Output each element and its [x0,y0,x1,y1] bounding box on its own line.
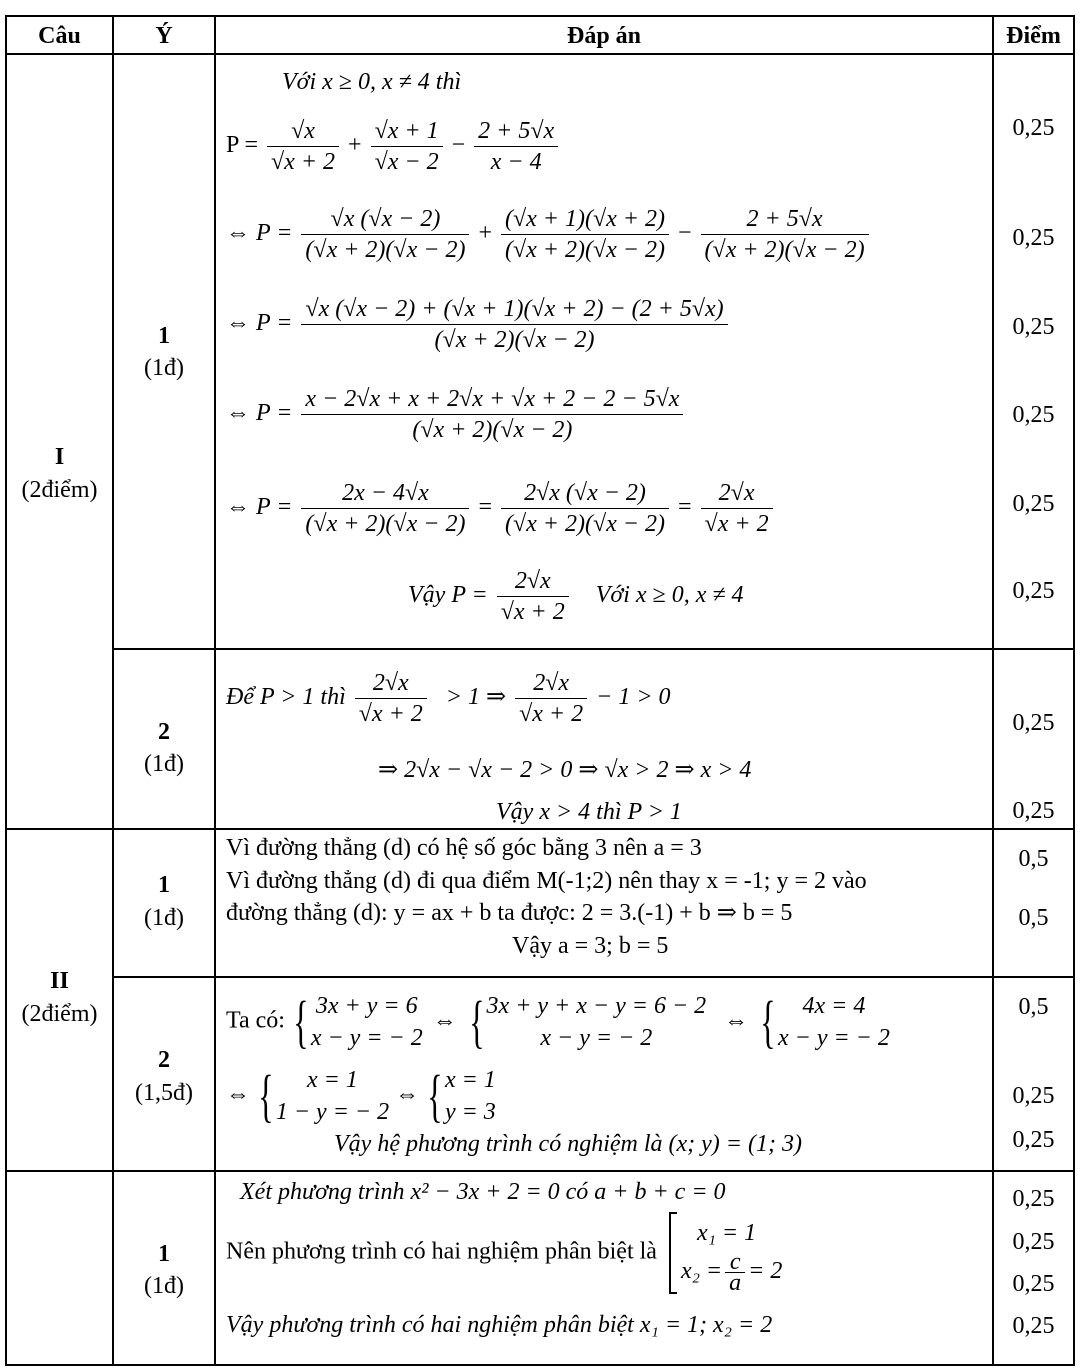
text-line: đường thẳng (d): y = ax + b ta được: 2 = 3.(-1) + b ⇒ b = 5 [226,900,793,926]
score: 0,25 [1012,1186,1055,1212]
fraction: $\frac{c}{a}$ [725,1252,745,1293]
part-points: (1đ) [144,751,184,777]
score: 0,25 [1012,402,1055,428]
fraction: $\frac{2√x}{√x + 2}$ [497,566,569,627]
row-divider [5,1170,1075,1172]
text-line: Xét phương trình x² − 3x + 2 = 0 có a + b + c = 0 [240,1179,726,1205]
score: 0,25 [1012,314,1055,340]
score: 0,5 [1018,905,1049,931]
score: 0,5 [1018,846,1049,872]
score: 0,25 [1012,1083,1055,1109]
score: 0,25 [1012,491,1055,517]
equation-line: ⇔ P = $\frac{√x (√x - 2) + (√x + 1)(√x + 2) - (2 + 5√x)}{(√x + 2)(√x - 2)}$ [226,294,731,355]
row-divider [112,648,1075,650]
score: 0,25 [1012,578,1055,604]
equation-line: P = $\frac{√x}{√x + 2}$ + $\frac{√x + 1}{√x - 2}$ − $\frac{2 + 5√x}{x - 4}$ [226,116,561,177]
score: 0,25 [1012,225,1055,251]
score: 0,25 [1012,798,1055,824]
header-dap-an: Đáp án [566,23,642,49]
table-border-right [1073,15,1075,1366]
part-label: 2 [158,719,170,745]
score: 0,25 [1012,115,1055,141]
equation-line: ⇔ P = $\frac{x - 2√x + x + 2√x + √x + 2 - 2 - 5√x}{(√x + 2)(√x - 2)}$ [226,384,686,445]
conclusion-line: Vậy x > 4 thì P > 1 [496,799,682,825]
fraction: $\frac{√x}{√x + 2}$ [267,116,339,177]
part-label: 1 [158,323,170,349]
conclusion-line: Vậy hệ phương trình có nghiệm là (x; y) = (1; 3) [334,1131,802,1157]
equation-line: ⇔ P = $\frac{2x - 4√x}{(√x + 2)(√x - 2)}$ = $\frac{2√x (√x - 2)}{(√x + 2)(√x - 2)}$ = $\frac{2√x}{√x + 2}$ [226,478,776,539]
score: 0,25 [1012,1313,1055,1339]
header-diem: Điểm [1006,23,1061,49]
conclusion-line: Vậy phương trình có hai nghiệm phân biệt x₁ = 1; x₂ = 2 [226,1312,773,1338]
text-line: Vì đường thẳng (d) đi qua điểm M(-1;2) nên thay x = -1; y = 2 vào [226,868,867,894]
table-border-bottom [5,1364,1075,1366]
part-points: (1đ) [144,1273,184,1299]
row-divider [5,828,1075,830]
section-label: II [50,968,69,994]
system-line: Ta có: { 3x + y = 6 x − y = − 2 ⇔ { 3x + y + x − y = 6 − 2 x − y = − 2 ⇔ { 4x = 4 x − y = − 2 [226,989,890,1054]
column-divider [214,15,216,1366]
score: 0,25 [1012,1271,1055,1297]
fraction: $\frac{2√x (√x - 2)}{(√x + 2)(√x - 2)}$ [501,478,669,539]
conclusion-line: Vậy P = $\frac{2√x}{√x + 2}$ Với x ≥ 0, x ≠ 4 [408,568,744,625]
equation-line: ⇔ P = $\frac{√x (√x - 2)}{(√x + 2)(√x - 2)}$ + $\frac{(√x + 1)(√x + 2)}{(√x + 2)(√x - 2)}$ − $\frac{2 + 5√x}{(√x + 2)(√x - 2)}$ [226,204,872,265]
header-divider [5,53,1075,55]
fraction: $\frac{√x (√x - 2) + (√x + 1)(√x + 2) - (2 + 5√x)}{(√x + 2)(√x - 2)}$ [301,294,727,355]
score: 0,25 [1012,1229,1055,1255]
fraction: $\frac{2√x}{√x + 2}$ [701,478,773,539]
column-divider [992,15,994,1366]
score: 0,5 [1018,994,1049,1020]
fraction: $\frac{√x + 1}{√x - 2}$ [371,116,443,177]
condition-line: Với x ≥ 0, x ≠ 4 thì [282,69,462,95]
row-divider [112,976,1075,978]
fraction: $\frac{√x (√x - 2)}{(√x + 2)(√x - 2)}$ [301,204,469,265]
part-points: (1,5đ) [135,1080,193,1106]
equation-line: Để P > 1 thì $\frac{2√x}{√x + 2}$ > 1 ⇒ $\frac{2√x}{√x + 2}$ − 1 > 0 [226,670,671,727]
score: 0,25 [1012,710,1055,736]
part-points: (1đ) [144,355,184,381]
fraction: $\frac{2 + 5√x}{x - 4}$ [474,116,558,177]
equation-line: ⇒ 2√x − √x − 2 > 0 ⇒ √x > 2 ⇒ x > 4 [378,757,752,783]
table-border-left [5,15,7,1366]
part-points: (1đ) [144,905,184,931]
header-cau: Câu [38,23,81,49]
section-points: (2điểm) [21,477,98,503]
fraction: $\frac{x - 2√x + x + 2√x + √x + 2 - 2 - 5√x}{(√x + 2)(√x - 2)}$ [301,384,683,445]
table-border-top [5,15,1075,17]
fraction: $\frac{2x - 4√x}{(√x + 2)(√x - 2)}$ [301,478,469,539]
fraction: $\frac{(√x + 1)(√x + 2)}{(√x + 2)(√x - 2)}$ [501,204,669,265]
part-label: 1 [158,872,170,898]
column-divider [112,15,114,1366]
fraction: $\frac{2√x}{√x + 2}$ [515,668,587,729]
fraction: $\frac{2√x}{√x + 2}$ [355,668,427,729]
roots-line: Nên phương trình có hai nghiệm phân biệt là x₁ = 1 x₂ = $\frac{c}{a}$ = 2 [226,1212,782,1294]
section-points: (2điểm) [21,1001,98,1027]
conclusion-line: Vậy a = 3; b = 5 [512,933,669,959]
section-label: I [54,444,65,470]
fraction: $\frac{2 + 5√x}{(√x + 2)(√x - 2)}$ [701,204,869,265]
system-line: ⇔ { x = 1 1 − y = − 2 ⇔ { x = 1 y = 3 [226,1063,496,1128]
text-line: Vì đường thẳng (d) có hệ số góc bằng 3 nên a = 3 [226,835,702,861]
part-label: 2 [158,1047,170,1073]
score: 0,25 [1012,1127,1055,1153]
part-label: 1 [158,1241,170,1267]
header-y: Ý [155,23,173,49]
